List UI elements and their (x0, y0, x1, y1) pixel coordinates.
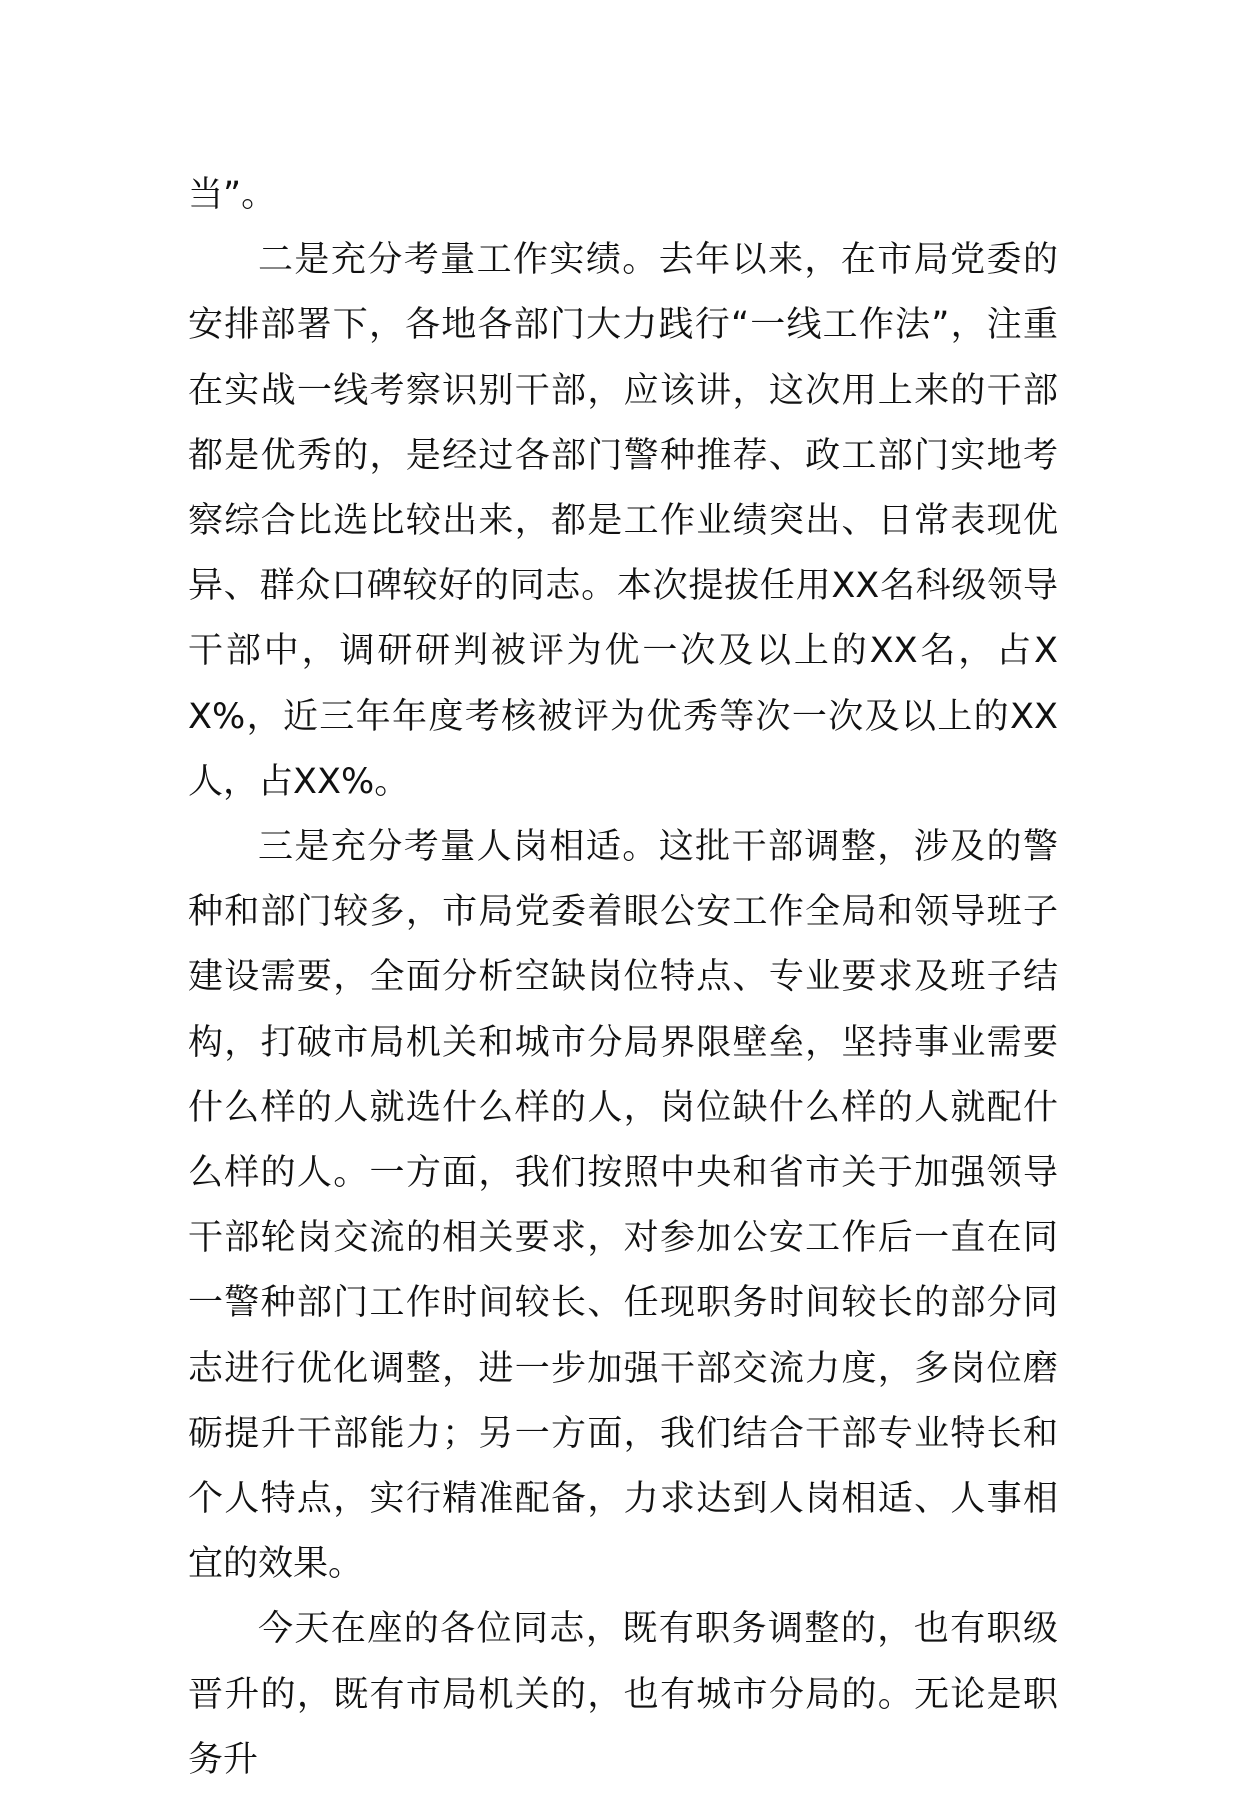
paragraph-attendees: 今天在座的各位同志，既有职务调整的，也有职级晋升的，既有市局机关的，也有城市分局的。无论是职务升 (188, 1609, 1058, 1780)
paragraph-work-performance: 二是充分考量工作实绩。去年以来，在市局党委的安排部署下，各地各部门大力践行“一线工作法”，注重在实战一线考察识别干部，应该讲，这次用上来的干部都是优秀的，是经过各部门警种推荐、政工部门实地考察综合比选比较出来，都是工作业绩突出、日常表现优异、群众口碑较好的同志。本次提拔任用XX名科级领导干部中，调研研判被评为优一次及以上的XX名，占XX%，近三年年度考核被评为优秀等次一次及以上的XX人，占XX%。 (188, 240, 1058, 802)
document-page (188, 163, 1058, 1793)
paragraph-person-post-fit: 三是充分考量人岗相适。这批干部调整，涉及的警种和部门较多，市局党委着眼公安工作全局和领导班子建设需要，全面分析空缺岗位特点、专业要求及班子结构，打破市局机关和城市分局界限壁垒，坚持事业需要什么样的人就选什么样的人，岗位缺什么样的人就配什么样的人。一方面，我们按照中央和省市关于加强领导干部轮岗交流的相关要求，对参加公安工作后一直在同一警种部门工作时间较长、任现职务时间较长的部分同志进行优化调整，进一步加强干部交流力度，多岗位磨砺提升干部能力；另一方面，我们结合干部专业特长和个人特点，实行精准配备，力求达到人岗相适、人事相宜的效果。 (188, 827, 1058, 1585)
paragraph-continuation: 当”。 (188, 175, 277, 215)
